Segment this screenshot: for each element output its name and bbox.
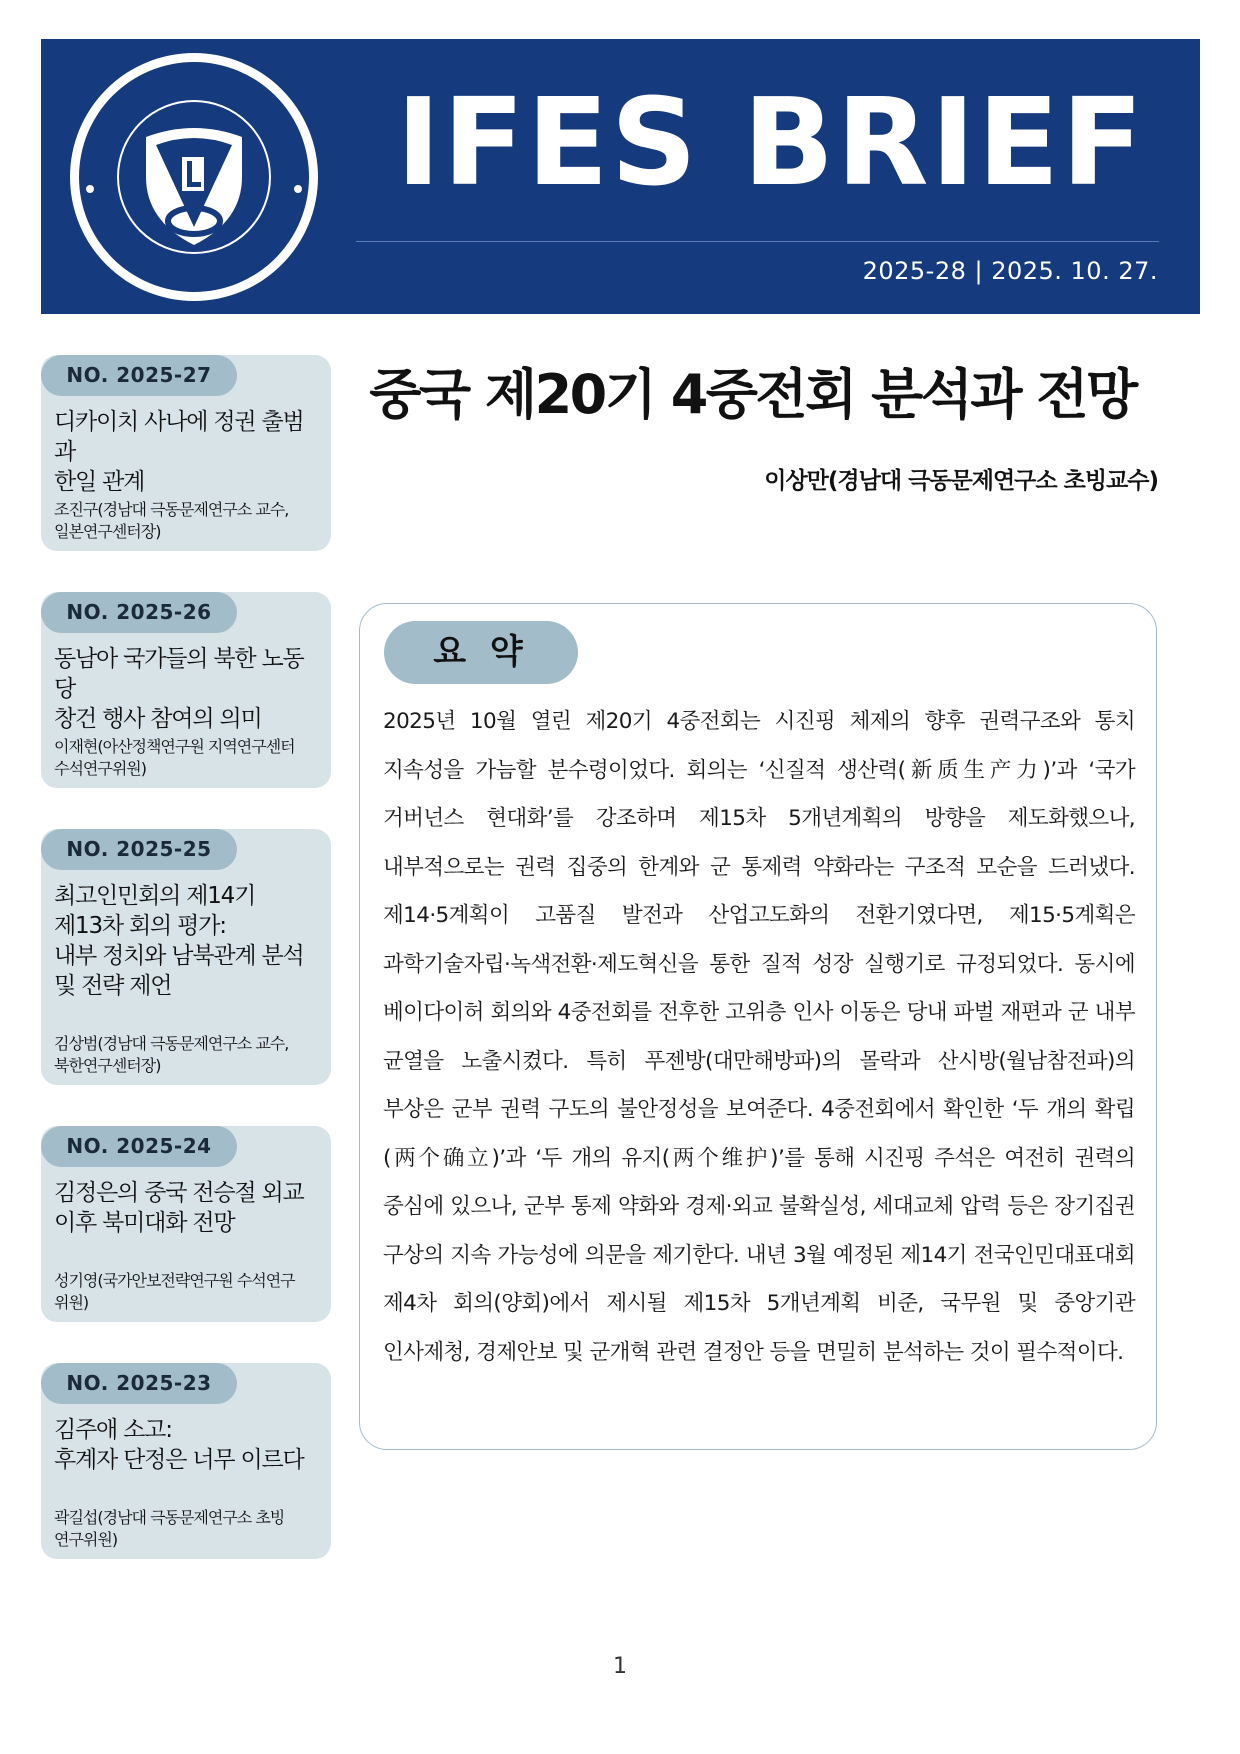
- brief-title-line: 동남아 국가들의 북한 노동당: [54, 646, 304, 702]
- related-brief-card[interactable]: [41, 829, 331, 1085]
- brief-author: [54, 1507, 324, 1551]
- brief-title-line: 후계자 단정은 너무 이르다: [54, 1447, 304, 1473]
- brief-number-badge: NO. 2025-23: [41, 1363, 237, 1404]
- brief-author-line: 일본연구센터장): [54, 522, 161, 541]
- header-banner: [41, 39, 1200, 314]
- related-brief-card[interactable]: [41, 592, 331, 788]
- brief-author: [54, 736, 324, 780]
- publication-title: IFES BRIEF: [396, 74, 1146, 213]
- brief-title-line: 김주애 소고:: [54, 1417, 172, 1443]
- brief-title[interactable]: [54, 644, 324, 734]
- article-title: 중국 제20기 4중전회 분석과 전망: [369, 363, 1136, 426]
- issue-number-date: 2025-28 | 2025. 10. 27.: [862, 257, 1158, 285]
- header-divider: [356, 241, 1159, 242]
- article-byline: 이상만(경남대 극동문제연구소 초빙교수): [764, 468, 1158, 494]
- brief-title-line: 김정은의 중국 전승절 외교: [54, 1180, 304, 1206]
- brief-title-line: 한일 관계: [54, 469, 145, 495]
- brief-title-line: 창건 행사 참여의 의미: [54, 706, 262, 732]
- brief-number-badge: NO. 2025-24: [41, 1126, 237, 1167]
- brief-author-line: 수석연구위원): [54, 759, 146, 778]
- brief-title-line: 이후 북미대화 전망: [54, 1210, 235, 1236]
- summary-label: 요 약: [384, 621, 578, 684]
- brief-author-line: 곽길섭(경남대 극동문제연구소 초빙: [54, 1508, 285, 1527]
- brief-author-line: 위원): [54, 1293, 89, 1312]
- brief-author: [54, 1033, 324, 1077]
- brief-title-line: 제13차 회의 평가:: [54, 913, 226, 939]
- summary-box: [359, 603, 1157, 1450]
- brief-title[interactable]: [54, 1178, 324, 1238]
- related-brief-card[interactable]: [41, 1363, 331, 1559]
- brief-author-line: 김상범(경남대 극동문제연구소 교수,: [54, 1034, 289, 1053]
- brief-number-badge: NO. 2025-25: [41, 829, 237, 870]
- brief-title-line: 최고인민회의 제14기: [54, 883, 256, 909]
- brief-number-badge: NO. 2025-27: [41, 355, 237, 396]
- brief-title-line: 내부 정치와 남북관계 분석: [54, 943, 304, 969]
- brief-title[interactable]: [54, 1415, 324, 1475]
- brief-title-line: 및 전략 제언: [54, 973, 172, 999]
- brief-number-badge: NO. 2025-26: [41, 592, 237, 633]
- related-brief-card[interactable]: [41, 1126, 331, 1322]
- brief-author: [54, 499, 324, 543]
- related-brief-card[interactable]: [41, 355, 331, 551]
- brief-author-line: 조진구(경남대 극동문제연구소 교수,: [54, 500, 289, 519]
- summary-text: 2025년 10월 열린 제20기 4중전회는 시진핑 체제의 향후 권력구조와 통치 지속성을 가늠할 분수령이었다. 회의는 ‘신질적 생산력(新质生产力)’과 ‘국가 거버넌스 현대화’를 강조하며 제15차 5개년계획의 방향을 제도화했으나, 내부적으로는 권력 집중의 한계와 군 통제력 약화라는 구조적 모순을 드러냈다. 제14·5계획이 고품질 발전과 산업고도화의 전환기였다면, 제15·5계획은 과학기술자립·녹색전환·제도혁신을 통한 질적 성장 실행기로 규정되었다. 동시에 베이다이허 회의와 4중전회를 전후한 고위층 인사 이동은 당내 파벌 재편과 군 내부 균열을 노출시켰다. 특히 푸젠방(대만해방파)의 몰락과 산시방(월남참전파)의 부상은 군부 권력 구도의 불안정성을 보여준다. 4중전회에서 확인한 ‘두 개의 확립(两个确立)’과 ‘두 개의 유지(两个维护)’를 통해 시진핑 주석은 여전히 권력의 중심에 있으나, 군부 통제 약화와 경제·외교 불확실성, 세대교체 압력 등은 장기집권 구상의 지속 가능성에 의문을 제기한다. 내년 3월 예정된 제14기 전국인민대표대회 제4차 회의(양회)에서 제시될 제15차 5개년계획 비준, 국무원 및 중앙기관 인사제청, 경제안보 및 군개혁 관련 결정안 등을 면밀히 분석하는 것이 필수적이다.: [383, 709, 1135, 1365]
- brief-author-line: 북한연구센터장): [54, 1056, 161, 1075]
- university-seal-logo: [66, 49, 322, 305]
- page-number: 1: [613, 1654, 627, 1679]
- brief-author-line: 연구위원): [54, 1530, 118, 1549]
- brief-author-line: 이재현(아산정책연구원 지역연구센터: [54, 737, 295, 756]
- brief-title[interactable]: [54, 407, 324, 497]
- brief-author: [54, 1270, 324, 1314]
- brief-author-line: 성기영(국가안보전략연구원 수석연구: [54, 1271, 295, 1290]
- brief-title[interactable]: [54, 881, 324, 1001]
- brief-title-line: 디카이치 사나에 정권 출범과: [54, 409, 304, 465]
